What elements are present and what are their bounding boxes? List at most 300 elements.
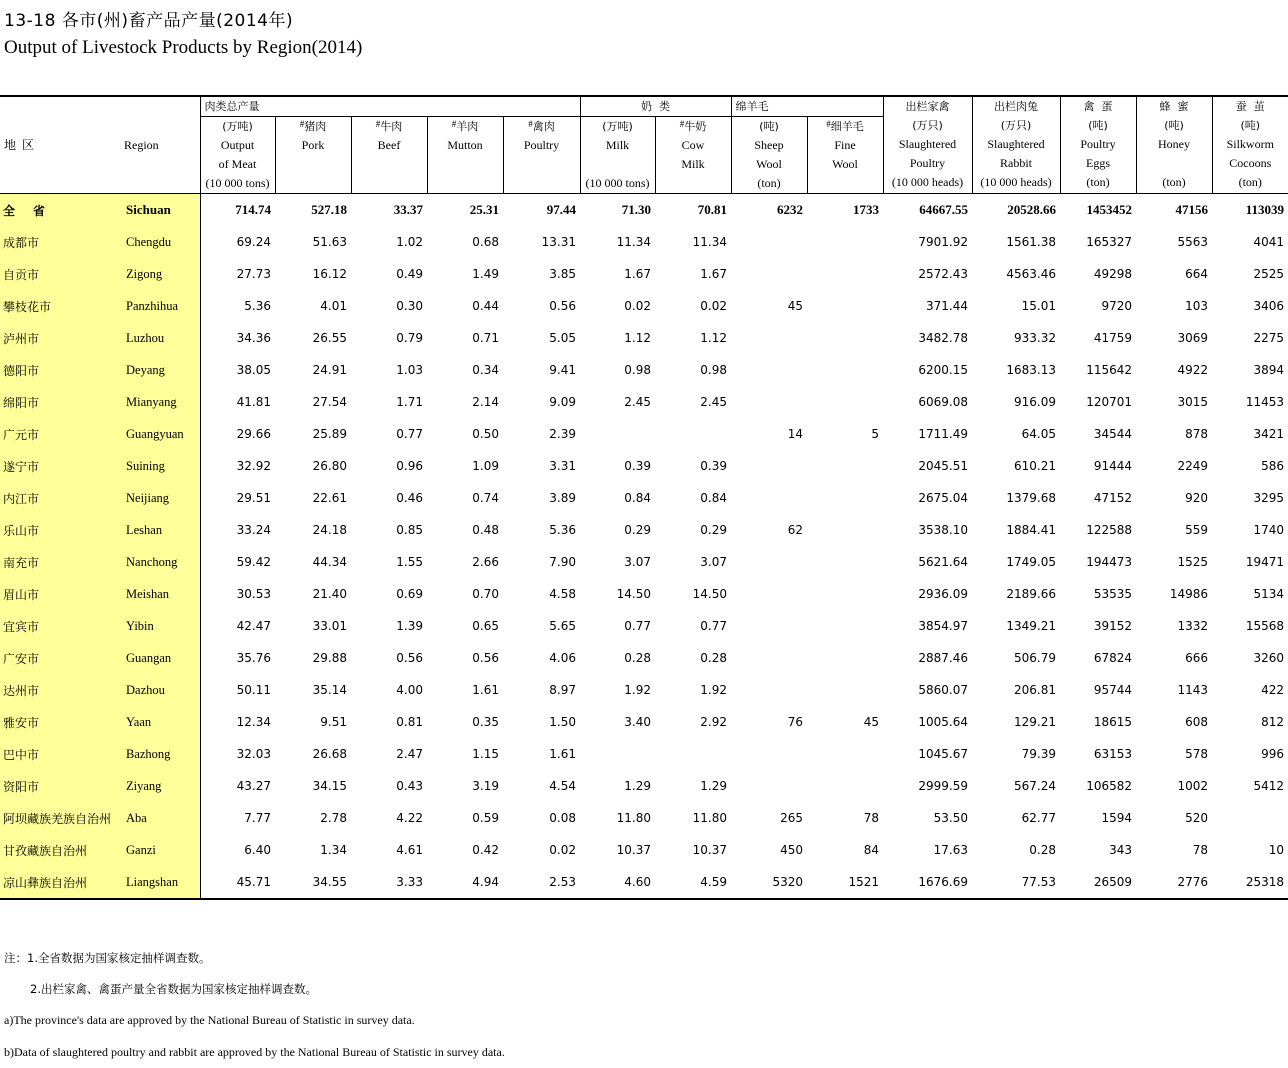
value-cell: 1521 — [807, 866, 883, 899]
value-cell: 0.43 — [396, 779, 423, 793]
value-cell: 43.27 — [236, 779, 271, 793]
value-cell: 0.29 — [624, 523, 651, 537]
table-row — [0, 866, 1288, 899]
value-cell: 39152 — [1093, 619, 1132, 633]
value-cell: 78 — [1192, 843, 1208, 857]
value-cell: 18615 — [1093, 715, 1132, 729]
value-cell: 4.01 — [320, 299, 347, 313]
value-cell: 10.37 — [692, 843, 727, 857]
value-cell: 10.37 — [616, 843, 651, 857]
value-cell: 371.44 — [926, 299, 968, 313]
value-cell: 59.42 — [236, 555, 271, 569]
value-cell: 0.28 — [624, 651, 651, 665]
value-cell: 34544 — [1093, 427, 1132, 441]
value-cell: 4.22 — [396, 811, 423, 825]
value-cell: 2887.46 — [918, 651, 968, 665]
value-cell: 5 — [871, 427, 879, 441]
livestock-output-table — [0, 95, 1288, 900]
value-cell: 21.40 — [312, 587, 347, 601]
value-cell: 0.79 — [396, 331, 423, 345]
value-cell: 129.21 — [1014, 715, 1056, 729]
region-name-en: Bazhong — [122, 738, 200, 770]
value-cell: 1.12 — [700, 331, 727, 345]
value-cell: 0.98 — [700, 363, 727, 377]
value-cell: 1.67 — [700, 267, 727, 281]
value-cell — [807, 482, 883, 514]
value-cell: 1.67 — [624, 267, 651, 281]
value-cell: 1.39 — [396, 619, 423, 633]
header-slaughtered-rabbit: 出栏肉兔 (万只) Slaughtered Rabbit (10 000 heads) — [972, 96, 1060, 194]
value-cell: 44.34 — [312, 555, 347, 569]
value-cell: 79.39 — [1021, 747, 1056, 761]
value-cell: 26.55 — [312, 331, 347, 345]
region-name-cn: 阿坝藏族羌族自治州 — [0, 802, 122, 834]
value-cell — [731, 386, 807, 418]
value-cell: 0.96 — [396, 459, 423, 473]
note-1: 注：1.全省数据为国家核定抽样调查数。 — [4, 951, 211, 965]
region-name-en: Chengdu — [122, 226, 200, 258]
region-name-cn: 绵阳市 — [0, 386, 122, 418]
region-name-en: Mianyang — [122, 386, 200, 418]
value-cell: 0.02 — [700, 299, 727, 313]
value-cell: 24.18 — [312, 523, 347, 537]
value-cell: 1.71 — [396, 395, 423, 409]
value-cell: 1.92 — [624, 683, 651, 697]
value-cell: 666 — [1185, 651, 1208, 665]
value-cell: 78 — [863, 811, 879, 825]
value-cell: 6200.15 — [918, 363, 968, 377]
header-cow-milk: #牛奶 Cow Milk — [655, 117, 731, 194]
value-cell: 15.01 — [1021, 299, 1056, 313]
value-cell: 878 — [1185, 427, 1208, 441]
value-cell: 12.34 — [236, 715, 271, 729]
value-cell: 29.88 — [312, 651, 347, 665]
value-cell: 42.47 — [236, 619, 271, 633]
region-name-en: Guangan — [122, 642, 200, 674]
value-cell: 14.50 — [692, 587, 727, 601]
value-cell: 4.00 — [396, 683, 423, 697]
value-cell: 41759 — [1093, 331, 1132, 345]
value-cell: 916.09 — [1014, 395, 1056, 409]
header-region-cn: 地 区 — [0, 96, 122, 194]
value-cell — [807, 386, 883, 418]
value-cell: 5621.64 — [918, 555, 968, 569]
value-cell: 3.89 — [549, 491, 576, 505]
value-cell: 11.80 — [692, 811, 727, 825]
table-row — [0, 802, 1288, 834]
region-name-en: Panzhihua — [122, 290, 200, 322]
value-cell — [807, 322, 883, 354]
value-cell: 0.44 — [472, 299, 499, 313]
note-2: 2.出栏家禽、禽蛋产量全省数据为国家核定抽样调查数。 — [30, 982, 317, 996]
value-cell: 0.65 — [472, 619, 499, 633]
table-row — [0, 226, 1288, 258]
region-name-en: Dazhou — [122, 674, 200, 706]
value-cell: 14.50 — [616, 587, 651, 601]
value-cell: 95744 — [1093, 683, 1132, 697]
value-cell: 0.68 — [472, 235, 499, 249]
header-wool-group: 绵羊毛 — [731, 96, 883, 117]
value-cell — [1212, 802, 1288, 834]
value-cell: 1.12 — [624, 331, 651, 345]
region-name-en: Ganzi — [122, 834, 200, 866]
value-cell: 63153 — [1093, 747, 1132, 761]
value-cell: 67824 — [1093, 651, 1132, 665]
table-row — [0, 770, 1288, 802]
header-silkworm-cocoons: 蚕 茧 (吨) Silkworm Cocoons (ton) — [1212, 96, 1288, 194]
value-cell: 9.09 — [549, 395, 576, 409]
value-cell: 0.02 — [549, 843, 576, 857]
value-cell: 0.39 — [624, 459, 651, 473]
value-cell: 91444 — [1093, 459, 1132, 473]
value-cell — [731, 226, 807, 258]
value-cell: 2.47 — [396, 747, 423, 761]
value-cell: 3260 — [1253, 651, 1284, 665]
region-name-cn: 眉山市 — [0, 578, 122, 610]
value-cell: 26509 — [1060, 866, 1136, 899]
value-cell: 610.21 — [1014, 459, 1056, 473]
value-cell: 4.61 — [396, 843, 423, 857]
value-cell — [807, 450, 883, 482]
value-cell: 103 — [1185, 299, 1208, 313]
table-body — [0, 194, 1288, 900]
value-cell: 3482.78 — [918, 331, 968, 345]
value-cell: 1.49 — [472, 267, 499, 281]
value-cell: 9720 — [1101, 299, 1132, 313]
value-cell — [731, 770, 807, 802]
region-name-cn: 全省 — [0, 194, 122, 227]
region-name-cn: 南充市 — [0, 546, 122, 578]
header-region-en: Region — [122, 96, 200, 194]
value-cell: 1.02 — [396, 235, 423, 249]
value-cell: 5.05 — [549, 331, 576, 345]
value-cell — [580, 738, 655, 770]
value-cell: 1.50 — [549, 715, 576, 729]
value-cell: 0.50 — [472, 427, 499, 441]
value-cell: 25.31 — [469, 202, 499, 217]
table-row — [0, 482, 1288, 514]
value-cell: 2572.43 — [918, 267, 968, 281]
region-name-cn: 泸州市 — [0, 322, 122, 354]
value-cell: 3.19 — [472, 779, 499, 793]
value-cell: 29.51 — [236, 491, 271, 505]
value-cell: 49298 — [1093, 267, 1132, 281]
value-cell: 4041 — [1253, 235, 1284, 249]
region-name-cn: 攀枝花市 — [0, 290, 122, 322]
value-cell: 1749.05 — [1006, 555, 1056, 569]
table-row — [0, 578, 1288, 610]
region-name-en: Yibin — [122, 610, 200, 642]
value-cell: 0.46 — [396, 491, 423, 505]
value-cell: 5860.07 — [918, 683, 968, 697]
value-cell: 3.07 — [700, 555, 727, 569]
value-cell: 115642 — [1086, 363, 1132, 377]
value-cell: 0.85 — [396, 523, 423, 537]
region-name-en: Neijiang — [122, 482, 200, 514]
region-name-cn: 宜宾市 — [0, 610, 122, 642]
region-name-en: Aba — [122, 802, 200, 834]
value-cell: 13.31 — [541, 235, 576, 249]
value-cell: 933.32 — [1014, 331, 1056, 345]
region-name-cn: 凉山彝族自治州 — [0, 866, 122, 899]
value-cell: 1045.67 — [918, 747, 968, 761]
value-cell: 3894 — [1253, 363, 1284, 377]
value-cell: 0.02 — [624, 299, 651, 313]
value-cell: 25.89 — [312, 427, 347, 441]
value-cell: 0.56 — [396, 651, 423, 665]
header-poultry-eggs: 禽 蛋 (吨) Poultry Eggs (ton) — [1060, 96, 1136, 194]
value-cell: 47156 — [1175, 202, 1208, 217]
value-cell: 120701 — [1086, 395, 1132, 409]
page-title-cn: 13-18 各市(州)畜产品产量(2014年) — [4, 11, 294, 31]
value-cell: 0.59 — [472, 811, 499, 825]
value-cell — [731, 322, 807, 354]
value-cell: 34.36 — [236, 331, 271, 345]
value-cell: 0.30 — [396, 299, 423, 313]
value-cell: 664 — [1185, 267, 1208, 281]
value-cell: 3.40 — [624, 715, 651, 729]
value-cell: 34.15 — [312, 779, 347, 793]
value-cell — [655, 738, 731, 770]
value-cell: 996 — [1261, 747, 1284, 761]
value-cell: 11453 — [1245, 395, 1284, 409]
value-cell: 2675.04 — [918, 491, 968, 505]
value-cell: 7.90 — [549, 555, 576, 569]
region-name-cn: 广元市 — [0, 418, 122, 450]
value-cell: 5.36 — [549, 523, 576, 537]
value-cell: 194473 — [1086, 555, 1132, 569]
region-name-cn: 巴中市 — [0, 738, 122, 770]
value-cell: 77.53 — [972, 866, 1060, 899]
table-row — [0, 738, 1288, 770]
region-name-cn: 成都市 — [0, 226, 122, 258]
value-cell: 4.54 — [549, 779, 576, 793]
value-cell: 1453452 — [1086, 202, 1132, 217]
value-cell: 30.53 — [236, 587, 271, 601]
value-cell: 33.01 — [312, 619, 347, 633]
value-cell: 0.77 — [396, 427, 423, 441]
region-name-en: Luzhou — [122, 322, 200, 354]
value-cell — [807, 738, 883, 770]
value-cell: 1.15 — [472, 747, 499, 761]
region-name-cn: 甘孜藏族自治州 — [0, 834, 122, 866]
value-cell: 0.77 — [624, 619, 651, 633]
table-row — [0, 258, 1288, 290]
value-cell: 1.61 — [549, 747, 576, 761]
value-cell — [731, 610, 807, 642]
value-cell — [807, 290, 883, 322]
value-cell: 1002 — [1177, 779, 1208, 793]
region-name-cn: 资阳市 — [0, 770, 122, 802]
value-cell: 1740 — [1253, 523, 1284, 537]
value-cell: 32.92 — [236, 459, 271, 473]
value-cell: 3.31 — [549, 459, 576, 473]
value-cell: 32.03 — [236, 747, 271, 761]
page-title-en: Output of Livestock Products by Region(2014) — [4, 37, 363, 58]
value-cell: 1.61 — [472, 683, 499, 697]
value-cell: 1683.13 — [1006, 363, 1056, 377]
value-cell: 106582 — [1086, 779, 1132, 793]
value-cell: 1349.21 — [1006, 619, 1056, 633]
value-cell: 3295 — [1253, 491, 1284, 505]
header-honey: 蜂 蜜 (吨) Honey (ton) — [1136, 96, 1212, 194]
value-cell: 1561.38 — [1006, 235, 1056, 249]
table-row — [0, 322, 1288, 354]
value-cell — [807, 674, 883, 706]
value-cell: 76 — [787, 715, 803, 729]
value-cell: 71.30 — [621, 202, 651, 217]
region-name-en: Deyang — [122, 354, 200, 386]
value-cell: 506.79 — [1014, 651, 1056, 665]
table-row — [0, 642, 1288, 674]
value-cell: 33.24 — [236, 523, 271, 537]
value-cell: 11.34 — [692, 235, 727, 249]
value-cell: 17.63 — [933, 843, 968, 857]
value-cell: 0.35 — [472, 715, 499, 729]
value-cell: 97.44 — [546, 202, 576, 217]
value-cell — [807, 578, 883, 610]
value-cell — [731, 578, 807, 610]
value-cell: 1594 — [1101, 811, 1132, 825]
value-cell: 2045.51 — [918, 459, 968, 473]
value-cell: 2.92 — [700, 715, 727, 729]
value-cell: 0.69 — [396, 587, 423, 601]
value-cell: 2999.59 — [918, 779, 968, 793]
value-cell — [807, 226, 883, 258]
region-name-en: Liangshan — [122, 866, 200, 899]
table-row — [0, 514, 1288, 546]
value-cell: 11.34 — [616, 235, 651, 249]
value-cell: 25318 — [1212, 866, 1288, 899]
region-name-en: Nanchong — [122, 546, 200, 578]
table-row — [0, 450, 1288, 482]
value-cell: 1676.69 — [883, 866, 972, 899]
value-cell: 22.61 — [312, 491, 347, 505]
value-cell: 6069.08 — [918, 395, 968, 409]
value-cell: 7.77 — [244, 811, 271, 825]
value-cell: 1332 — [1177, 619, 1208, 633]
value-cell: 1.03 — [396, 363, 423, 377]
value-cell: 4.60 — [580, 866, 655, 899]
value-cell: 3.07 — [624, 555, 651, 569]
value-cell: 520 — [1185, 811, 1208, 825]
value-cell: 70.81 — [697, 202, 727, 217]
value-cell: 64.05 — [1021, 427, 1056, 441]
value-cell: 27.54 — [312, 395, 347, 409]
value-cell: 5412 — [1253, 779, 1284, 793]
value-cell: 50.11 — [236, 683, 271, 697]
value-cell: 0.42 — [472, 843, 499, 857]
value-cell: 45 — [863, 715, 879, 729]
region-name-en: Zigong — [122, 258, 200, 290]
value-cell: 0.70 — [472, 587, 499, 601]
region-name-en: Yaan — [122, 706, 200, 738]
region-name-en: Ziyang — [122, 770, 200, 802]
value-cell: 920 — [1185, 491, 1208, 505]
value-cell: 1.55 — [396, 555, 423, 569]
value-cell: 0.49 — [396, 267, 423, 281]
value-cell: 0.81 — [396, 715, 423, 729]
value-cell: 2.66 — [472, 555, 499, 569]
value-cell: 3.33 — [351, 866, 427, 899]
value-cell: 9.41 — [549, 363, 576, 377]
value-cell: 53535 — [1093, 587, 1132, 601]
header-meat-group: 肉类总产量 — [200, 96, 580, 117]
value-cell — [731, 738, 807, 770]
value-cell: 0.39 — [700, 459, 727, 473]
value-cell: 5320 — [731, 866, 807, 899]
value-cell: 0.28 — [1029, 843, 1056, 857]
value-cell: 2.14 — [472, 395, 499, 409]
header-slaughtered-poultry: 出栏家禽 (万只) Slaughtered Poultry (10 000 heads) — [883, 96, 972, 194]
value-cell: 567.24 — [1014, 779, 1056, 793]
value-cell: 0.71 — [472, 331, 499, 345]
value-cell: 2189.66 — [1006, 587, 1056, 601]
value-cell: 4922 — [1177, 363, 1208, 377]
value-cell: 1143 — [1177, 683, 1208, 697]
value-cell: 2776 — [1136, 866, 1212, 899]
value-cell: 35.76 — [236, 651, 271, 665]
table-row — [0, 354, 1288, 386]
header-fine-wool: #细羊毛 Fine Wool — [807, 117, 883, 194]
value-cell: 0.29 — [700, 523, 727, 537]
value-cell: 5563 — [1177, 235, 1208, 249]
value-cell: 1005.64 — [918, 715, 968, 729]
value-cell — [655, 418, 731, 450]
value-cell — [807, 354, 883, 386]
value-cell — [807, 770, 883, 802]
value-cell: 3.85 — [549, 267, 576, 281]
value-cell: 1711.49 — [918, 427, 968, 441]
value-cell: 2936.09 — [918, 587, 968, 601]
value-cell — [731, 450, 807, 482]
value-cell: 527.18 — [311, 202, 347, 217]
value-cell: 7901.92 — [918, 235, 968, 249]
value-cell: 0.34 — [472, 363, 499, 377]
value-cell: 450 — [780, 843, 803, 857]
value-cell: 1884.41 — [1006, 523, 1056, 537]
value-cell — [807, 610, 883, 642]
table-row — [0, 706, 1288, 738]
region-name-cn: 德阳市 — [0, 354, 122, 386]
value-cell: 33.37 — [393, 202, 423, 217]
value-cell — [731, 674, 807, 706]
region-name-en: Guangyuan — [122, 418, 200, 450]
region-name-cn: 内江市 — [0, 482, 122, 514]
header-row-groups — [0, 96, 1288, 117]
value-cell: 4.94 — [427, 866, 503, 899]
value-cell: 3015 — [1177, 395, 1208, 409]
value-cell: 1.34 — [320, 843, 347, 857]
region-name-cn: 乐山市 — [0, 514, 122, 546]
value-cell — [731, 482, 807, 514]
value-cell — [807, 546, 883, 578]
region-name-cn: 雅安市 — [0, 706, 122, 738]
value-cell: 29.66 — [236, 427, 271, 441]
value-cell: 1.09 — [472, 459, 499, 473]
value-cell: 3421 — [1253, 427, 1284, 441]
value-cell: 11.80 — [616, 811, 651, 825]
header-mutton: #羊肉 Mutton — [427, 117, 503, 194]
value-cell: 27.73 — [236, 267, 271, 281]
value-cell: 4563.46 — [1006, 267, 1056, 281]
value-cell: 1379.68 — [1006, 491, 1056, 505]
value-cell: 45.71 — [200, 866, 275, 899]
region-name-cn: 自贡市 — [0, 258, 122, 290]
value-cell: 35.14 — [312, 683, 347, 697]
value-cell: 2249 — [1177, 459, 1208, 473]
header-poultry-meat: #禽肉 Poultry — [503, 117, 580, 194]
